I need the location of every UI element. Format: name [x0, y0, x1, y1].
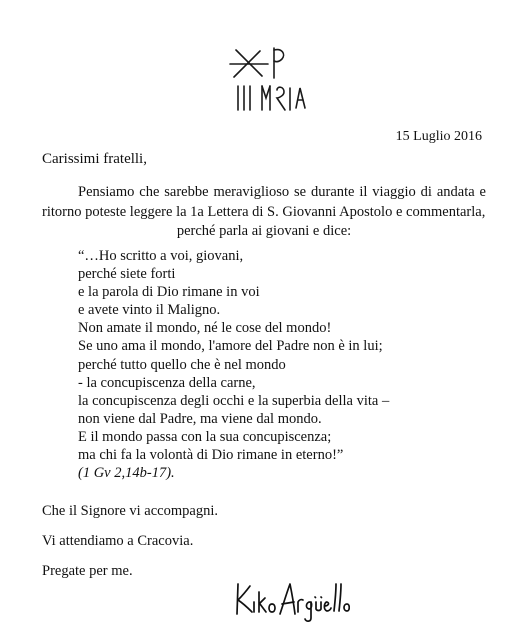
- quote-line: perché siete forti: [78, 266, 176, 283]
- quote-line: non viene dal Padre, ma viene dal mondo.: [78, 410, 322, 427]
- letter-date: 15 Luglio 2016: [395, 129, 482, 144]
- quote-line: e la parola di Dio rimane in voi: [78, 284, 260, 301]
- intro-text: Pensiamo che sarebbe meraviglioso se durante il viaggio di andata e ritorno poteste leggere la 1a Lettera di S. Giovanni Apostolo e commentarla,: [42, 184, 486, 220]
- handwritten-signature: [232, 574, 350, 624]
- closing-blessing: Che il Signore vi accompagni.: [42, 503, 218, 519]
- quote-line: “…Ho scritto a voi, giovani,: [78, 248, 244, 264]
- chi-rho-maria-logo: [222, 42, 312, 114]
- quote-reference: (1 Gv 2,14b-17).: [78, 465, 175, 482]
- quote-line: e avete vinto il Maligno.: [78, 302, 221, 319]
- quote-line: - la concupiscenza della carne,: [78, 374, 256, 391]
- quote-line: ma chi fa la volontà di Dio rimane in eterno!”: [78, 447, 344, 464]
- quote-line: perché tutto quello che è nel mondo: [78, 356, 286, 373]
- quote-line: Non amate il mondo, né le cose del mondo!: [78, 320, 332, 337]
- intro-paragraph: [42, 183, 486, 242]
- intro-last-line: perché parla ai giovani e dice:: [176, 223, 352, 239]
- closing-invitation: Vi attendiamo a Cracovia.: [42, 533, 194, 549]
- quote-line: E il mondo passa con la sua concupiscenza;: [78, 428, 332, 445]
- scripture-quote: [78, 247, 389, 482]
- greeting: Carissimi fratelli,: [42, 151, 147, 167]
- closing-prayer-request: Pregate per me.: [42, 563, 133, 579]
- quote-line: la concupiscenza degli occhi e la superbia della vita –: [78, 392, 390, 409]
- quote-line: Se uno ama il mondo, l'amore del Padre non è in lui;: [78, 338, 383, 355]
